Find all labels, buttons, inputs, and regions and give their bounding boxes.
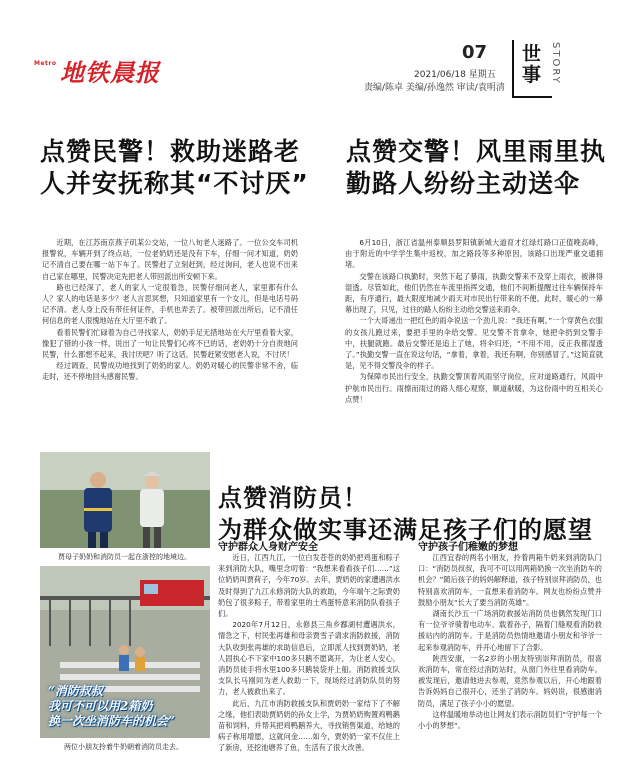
article1-paragraph: 经过调查，民警成功地找到了奶奶的家人。奶奶对暖心的民警非常不舍，临走时，还不停地回头感谢民警。: [42, 361, 298, 382]
article2-paragraph: 交警在该路口执勤时，突然下起了暴雨，执勤交警来不及穿上雨衣，被淋得湿透。尽管如此，他们仍然在车流里指挥交通，他们不间断提醒过往车辆保持车距，有序通行，最大限度地减少雨天对市民出行带来的不便。此时，暖心的一幕幕出现了，只见，过往的路人纷纷主动给交警送来雨伞。: [345, 271, 603, 315]
article2-headline: [346, 136, 626, 200]
section1-paragraph: 近日，江西九江，一位白发苍苍的奶奶把鸡蛋和粽子来到消防大队，嘴里念叨着：“我想来看看孩子们……”这位奶奶叫贾荷子，今年70岁。去年，贾奶奶的家遭遇洪水及时得到了九江永修消防大队的救助，今年端午之际贾奶奶包了很多粽子，带着家里的土鸡蛋特意来消防队看孩子们。: [218, 553, 400, 619]
section2-paragraph: 湖南长沙五一广场消防救援站消防员也偶然发现门口有一位爷爷骑着电动车、载着孙子，隔着门缝观看消防救援站内的消防车。于是消防员热情地邀请小朋友和爷爷一起来参观消防车，并开心地留下了合影。: [418, 609, 602, 652]
article1-paragraph: 看着民警们忙碌着为自己寻找家人，奶奶手足无措地站在大厅里看着大家，像犯了错的小孩一样，说出了一句让民警们心疼不已的话，老奶奶十分自责地问民警，什么都想不起来，我讨厌吧？听了这话，民警赶紧安慰老人说，不讨厌！: [42, 327, 298, 360]
article1-headline: [40, 136, 320, 200]
section-title-cn: 世事: [522, 43, 542, 86]
section2-paragraph: 陕西安康，一名2岁的小朋友特别崇拜消防员，很喜欢消防车，常在经过消防站时，从窗门外往里看消防车。被发现后，邀请他进去参观，竟然参观以后，开心地跟着告诉妈妈自己很开心，还坐了消防车。妈妈说，很感谢消防员，满足了孩子小小的愿望。: [418, 653, 602, 708]
section-rule-horizontal: [512, 96, 552, 98]
section1-body: [218, 552, 400, 754]
issue-date: 2021/06/18 星期五: [414, 70, 496, 80]
section2-paragraph: 这样温暖地举动也让网友们表示消防员们“守护每一个小小的梦想”。: [418, 709, 602, 731]
article2-paragraph: 6月10日，浙江省温州泰顺县罗阳镇新城大道育才红绿灯路口正值晚高峰，由于附近的中学学生集中返校，加之路段等多种原因，该路口出现严重交通拥堵。: [345, 238, 603, 270]
article2-headline-text: 点赞交警！风里雨里执勤路人纷纷主动送伞: [346, 137, 607, 198]
photo1-illustration: [40, 452, 210, 548]
section-title-en: STORY: [550, 42, 561, 85]
article1-paragraph: 近期，在江苏南京燕子矶某公交站，一位八旬老人迷路了。一位公交车司机报警说，车辆开到了终点站，一位老奶奶还是没有下车，仔细一问才知道，奶奶记不清自己要在哪一站下车了。民警赶了立刻赶到，经过询问，老人也说不出来自己家在哪里，民警决定先把老人带回派出所安顿下来。: [42, 238, 298, 281]
section2-paragraph: 江西宜春的两名小朋友，拎着两箱牛奶来到消防队门口：“消防员叔叔，我可不可以用两箱奶换一次坐消防车的机会？”随后孩子的妈妈解释道，孩子特别崇拜消防员，也特别喜欢消防车，一直想来看消防车。网友也纷纷点赞并鼓励小朋友“长大了要当消防英雄”。: [418, 553, 602, 607]
logo-small-text: Metro: [34, 60, 57, 67]
article2-paragraph: 一个大哥递出一把红色的雨伞说送一个劲儿说：“我还有啊。”一个穿黄色衣服的女孩儿跑过来，要把手里的伞给交警。见交警不肯拿伞，她把伞扔到交警手中，扶腿就跑。最后交警还是追上了她，将伞归还，“不用不用，反正我都湿透了。”执勤交警一直在说这句话，“拿着，拿着，我还有啊，你别感冒了。”这简直就是，见不得交警没伞的样子。: [345, 316, 603, 371]
photo-grandma-firefighter: [40, 452, 210, 548]
photo2-overlay-line: “消防叔叔: [48, 684, 103, 698]
article3-headline-line1: 点赞消防员！: [218, 484, 368, 512]
section2-title: 守护孩子们稚嫩的梦想: [418, 542, 518, 553]
section1-paragraph: 此后，九江市消防救援支队和贾奶奶一家结下了不解之缘，他们表助贾奶奶的孙女上学，为贾奶奶购置鸡鸭鹅苗和饲料，并帮其把鸡鸭鹅养大，寻找销售渠道，给她的病子称用增愿，这就问金……如今，贾奶奶一家不仅住上了新房，还挖池塘养了鱼，生活有了很大改善。: [218, 698, 400, 753]
article2-body: [345, 237, 603, 405]
page-number: 07: [462, 42, 488, 63]
article1-body: [42, 237, 298, 383]
photo2-caption: 两位小朋友拎着牛奶朝着消防员走去。: [64, 743, 183, 751]
article1-headline-text: 点赞民警！救助迷路老人并安抚称其“不讨厌”: [40, 137, 309, 198]
section1-paragraph: 2020年7月12日，永修县三角乡鄱湖村遭遇洪水，情急之下，村民张再雄和母亲贾雪子请求消防救援，消防大队收到张再雄的求助信息后，立即派人找到贾奶奶，老人固执心不下家中100多只鹅不愿离开，为让老人安心，消防员徒手将水里100多只鹅装袋并上船。消防救援支队支队长马刚同为老人救助一下，现场经过消防队员的努力，老人被救出来了。: [218, 620, 400, 697]
section2-body: [418, 552, 602, 731]
section-rule-vertical: [512, 40, 514, 98]
article3-headline: [218, 482, 628, 546]
article2-paragraph: 为保障市民出行安全，执勤交警顶着风雨坚守岗位，应对道路通行，风雨中护航市民出行。雨擦而雨过的路人细心观察，顺道献暖，为这份雨中的互相关心点赞！: [345, 372, 603, 404]
article3-headline-line2: 为群众做实事还满足孩子们的愿望: [218, 516, 593, 544]
section1-title: 守护群众人身财产安全: [218, 542, 318, 553]
logo-text: 地铁晨报: [60, 58, 160, 87]
photo2-overlay-line: 我可不可以用2箱奶: [48, 699, 153, 713]
photo-children-milk: [40, 566, 210, 738]
photo1-caption: 贾母子奶奶和消防员一起在浙控的地境边。: [58, 553, 191, 561]
article1-paragraph: 路也已经深了，老人的家人一定很着急，民警仔细问老人，家里都有什么人？家人的电话是多少？老人言思冥想，只知道家里有一个女儿，但是电话号码记不清。老人身上没有带任何证件，手机也弄丢了。被带回派出所后，记不清任何信息的老人很愧地站在大厅里不敢了。: [42, 282, 298, 326]
photo2-overlay: [48, 684, 175, 729]
photo2-overlay-line: 换一次坐消防车的机会”: [48, 714, 175, 728]
editor-credits: 责编/陈卓 美编/孙逸然 审读/袁明清: [364, 83, 505, 93]
